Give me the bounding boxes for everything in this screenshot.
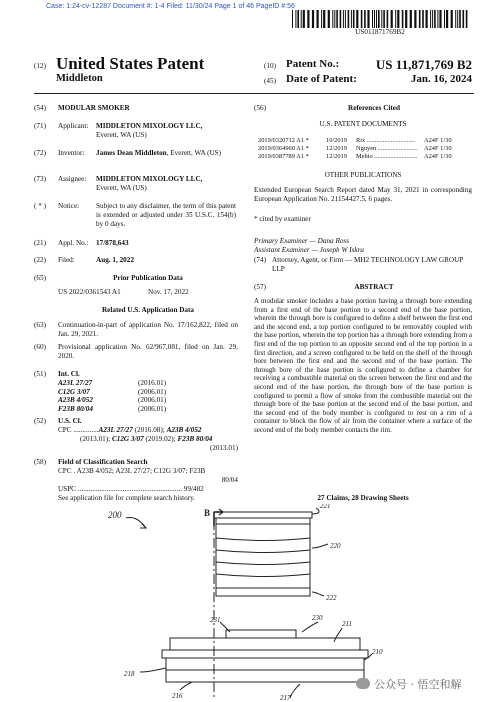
cited-by-examiner: * cited by examiner [254, 215, 311, 223]
refs-subheading: U.S. PATENT DOCUMENTS [319, 120, 407, 128]
other-pubs-text: Extended European Search Report dated May 31, 2021 in corresponding European Application No. 21154427.5, 6 pages. [254, 186, 472, 203]
applicant-location: Everett, WA (US) [96, 131, 147, 139]
patent-no-label: Patent No.: [286, 58, 340, 70]
applicant-code: (71) [34, 122, 46, 130]
barcode-bar [419, 10, 421, 28]
barcode-bar [383, 10, 385, 28]
barcode-bar [387, 10, 389, 28]
barcode-bar [334, 10, 335, 28]
barcode-bar [444, 10, 445, 28]
patent-date-label: Date of Patent: [286, 73, 357, 85]
refs-heading: References Cited [348, 104, 400, 112]
intcl-version: (2006.01) [138, 404, 167, 413]
leader-222 [312, 592, 324, 596]
inventor-value: James Dean Middleton, Everett, WA (US) [96, 149, 222, 157]
assignee-name: MIDDLETON MIXOLOGY LLC, [96, 175, 203, 183]
patent-no-value: US 11,871,769 B2 [375, 57, 472, 72]
inventor-label: Inventor: [58, 149, 85, 157]
related-heading: Related U.S. Application Data [101, 306, 195, 314]
notice-label: Notice: [58, 202, 80, 210]
barcode-bar [402, 10, 404, 28]
barcode-bar [376, 10, 377, 28]
ref-no: 2019/0364960 A1 * [258, 145, 309, 153]
label-200: 200 [108, 510, 122, 520]
barcode-bar [307, 10, 309, 28]
barcode-bar [463, 10, 465, 28]
barcode-bar [397, 10, 399, 28]
assignee-label: Assignee: [58, 175, 87, 183]
barcode-bar [455, 10, 456, 28]
barcode-bar [414, 10, 416, 28]
attorney-code: (74) [254, 256, 266, 264]
field-uspc: USPC .......................................................... 99/482 [58, 485, 204, 493]
notice-text: Subject to any disclaimer, the term of this patent is extended or adjusted under 35 U.S.C. 154(b) by 0 days. [96, 202, 236, 228]
cip-code: (63) [34, 321, 46, 329]
ref-date: 12/2019 [326, 145, 347, 153]
ref-cls: A24F 1/30 [424, 137, 452, 144]
invention-title: MODULAR SMOKER [58, 104, 130, 112]
prov-code: (60) [34, 343, 46, 351]
barcode-bar [446, 10, 448, 28]
label-218: 218 [124, 670, 135, 678]
filed-date: Aug. 1, 2022 [96, 256, 134, 264]
barcode-bar [439, 10, 441, 28]
other-pubs-heading: OTHER PUBLICATIONS [324, 171, 402, 179]
intcl-version: (2016.01) [138, 379, 167, 387]
barcode-bar [353, 10, 355, 28]
label-211: 211 [342, 620, 352, 628]
assignee-code: (73) [34, 175, 46, 183]
uscl-heading: U.S. Cl. [58, 417, 82, 425]
barcode-bar [378, 10, 380, 28]
barcode-bar [391, 10, 393, 28]
intcl-code: (51) [34, 370, 46, 378]
leader-220 [312, 544, 328, 548]
ref-no: 2019/0320712 A1 * [258, 137, 309, 144]
country-title: United States Patent [56, 54, 205, 73]
label-231: 231 [210, 616, 221, 624]
attorney: Attorney, Agent, or Firm — MH2 TECHNOLOGY LAW GROUP LLP [272, 256, 464, 273]
barcode-bar [430, 10, 431, 28]
barcode-bar [328, 10, 330, 28]
field-code: (58) [34, 458, 46, 466]
barcode-bar [457, 10, 458, 28]
barcode-bar [459, 10, 461, 28]
barcode-bar [364, 10, 366, 28]
intcl-class: C12G 3/07 [58, 387, 90, 396]
uscl-code: (52) [34, 417, 46, 425]
label-230: 230 [312, 614, 323, 622]
barcode-bar [374, 10, 375, 28]
court-header-banner: Case: 1:24-cv-12287 Document #: 1-4 Filed: 11/30/24 Page 1 of 46 PageID #:56 [46, 3, 295, 10]
barcode-bar [437, 10, 438, 28]
patent-date-value: Jan. 16, 2024 [410, 73, 472, 85]
barcode-bar [367, 10, 369, 28]
barcode-bar [395, 10, 396, 28]
intcl-class: A23B 4/052 [58, 396, 93, 405]
title-code: (54) [34, 104, 46, 112]
intcl-heading: Int. Cl. [58, 370, 80, 378]
top-portion-220 [214, 512, 312, 596]
leader-216 [180, 682, 192, 690]
barcode-bar [405, 10, 407, 28]
barcode-number: US011871769B2 [355, 28, 405, 36]
assistant-examiner: Assistant Examiner — Joseph W Iskra [254, 246, 364, 254]
leader-211 [334, 628, 342, 642]
barcode-bar [361, 10, 363, 28]
claims-count: 27 Claims, 28 Drawing Sheets [317, 494, 409, 502]
leader-221 [312, 508, 319, 514]
barcode-bar [466, 10, 468, 28]
label-221: 221 [320, 504, 331, 510]
leader-217 [290, 684, 300, 698]
prior-pub-heading: Prior Publication Data [113, 274, 183, 282]
ref-date: 12/2019 [326, 153, 347, 161]
ref-date: 10/2019 [326, 137, 347, 144]
barcode-bar [317, 10, 319, 28]
leader-231 [220, 622, 230, 632]
abstract-code: (57) [254, 283, 266, 291]
barcode-bar [345, 10, 346, 28]
intcl-class: F23B 80/04 [58, 404, 93, 413]
barcode [292, 10, 468, 28]
refs-code: (56) [254, 104, 266, 112]
label-220: 220 [330, 542, 341, 550]
field-see: See application file for complete search history. [58, 494, 196, 502]
barcode-bar [432, 10, 433, 28]
assignee-location: Everett, WA (US) [96, 184, 147, 192]
appl-number: 17/878,643 [96, 239, 129, 247]
intcl-version: (2006.01) [138, 396, 167, 405]
appl-code: (21) [34, 239, 46, 247]
barcode-bar [332, 10, 333, 28]
abstract-text: A modular smoker includes a base portion having a through bore extending from a first end of the base portion to a second end of the base portion, wherein the through bore is configured to define a shelf between the first end and the second end, a top portion configured to be removably coupled with the base portion, wherein the top portion has a through bore extending from a first end of the top portion to an opposite second end of the top portion in a first direction, and a screen configured to be held on the shelf of the through bore between the first end and the second end of the base portion. The through bore of the base portion is configured to define a chamber for receiving a combustible material on the screen between the first end and the second end of the base portion, the through bore of the base portion is configured to permit a flow of smoke from the combustible material out the through bore of the base portion at the second end of the base portion, and the second end of the body member is configured to rest on a rim of a container to block the flow of air from the container where a surface of the second end of the body member contacts the rim. [254, 297, 472, 434]
abstract-heading: ABSTRACT [354, 283, 394, 291]
barcode-bar [301, 10, 302, 28]
leader-218 [140, 668, 166, 672]
label-217: 217 [280, 694, 291, 700]
barcode-bar [426, 10, 428, 28]
barcode-bar [312, 10, 314, 28]
watermark: 公众号 · 悟空和解 [356, 676, 462, 692]
appl-label: Appl. No.: [58, 239, 89, 247]
barcode-bar [451, 10, 453, 28]
barcode-bar [356, 10, 358, 28]
uscl-line-3: (2013.01) [209, 444, 238, 452]
barcode-bar [323, 10, 325, 28]
ref-arrow-200 [126, 517, 146, 528]
uscl-line-1: CPC ..............A23L 27/27 (2016.08); A23B 4/052 [58, 426, 202, 434]
intcl-version: (2006.01) [138, 387, 167, 396]
barcode-bar [372, 10, 373, 28]
filed-code: (22) [34, 256, 46, 264]
barcode-bar [410, 10, 412, 28]
label-210: 210 [372, 648, 383, 656]
field-heading: Field of Classification Search [58, 458, 148, 466]
barcode-bar [348, 10, 350, 28]
prior-pub-number: US 2022/0361543 A1 [58, 288, 121, 296]
notice-code: ( * ) [34, 202, 46, 210]
label-section-b: B [204, 508, 211, 518]
filed-label: Filed: [58, 256, 75, 264]
label-222: 222 [326, 594, 337, 602]
prior-pub-date: Nov. 17, 2022 [148, 288, 189, 296]
barcode-bar [292, 10, 293, 28]
ref-name: Rix .............................. [356, 137, 415, 144]
applicant-name: MIDDLETON MIXOLOGY LLC, [96, 122, 203, 130]
patent-no-code: (10) [264, 62, 276, 70]
field-cpc-cont: 80/04 [221, 476, 238, 484]
barcode-bar [422, 10, 424, 28]
barcode-bar [336, 10, 338, 28]
representative-drawing [96, 504, 396, 700]
barcode-bar [340, 10, 342, 28]
ref-no: 2019/0387789 A1 * [258, 153, 309, 161]
header-rule [34, 93, 474, 94]
base-portion-210 [162, 630, 368, 682]
applicant-label: Applicant: [58, 122, 89, 130]
first-inventor-surname: Middleton [56, 73, 103, 84]
patent-date-code: (45) [264, 77, 276, 85]
barcode-bar [297, 10, 299, 28]
intcl-class: A23L 27/27 [58, 379, 93, 387]
ref-name: Mehio ........................... [356, 153, 418, 161]
field-cpc: CPC . A23B 4/052; A23L 27/27; C12G 3/07; F23B [58, 467, 206, 475]
barcode-bar [295, 10, 296, 28]
barcode-bar [321, 10, 322, 28]
primary-examiner: Primary Examiner — Dana Ross [254, 237, 350, 245]
barcode-bar [381, 10, 382, 28]
prior-pub-code: (65) [34, 274, 46, 282]
barcode-bar [343, 10, 344, 28]
barcode-bar [351, 10, 352, 28]
ref-cls: A24F 1/30 [424, 153, 452, 161]
ref-cls: A24F 1/30 [424, 145, 452, 153]
ref-name: Nguyen ......................... [356, 145, 418, 153]
kind-code: (12) [34, 62, 46, 70]
wechat-icon [356, 678, 370, 689]
uscl-line-2: (2013.01); C12G 3/07 (2019.02); F23B 80/04 [80, 435, 213, 443]
leader-230 [302, 622, 318, 632]
inventor-code: (72) [34, 149, 46, 157]
label-216: 216 [172, 692, 183, 700]
prov-text: Provisional application No. 62/967,081, filed on Jan. 29, 2020. [58, 343, 238, 360]
barcode-bar [434, 10, 436, 28]
barcode-bar [303, 10, 305, 28]
cip-text: Continuation-in-part of application No. 17/162,822, filed on Jan. 29, 2021. [58, 321, 238, 338]
